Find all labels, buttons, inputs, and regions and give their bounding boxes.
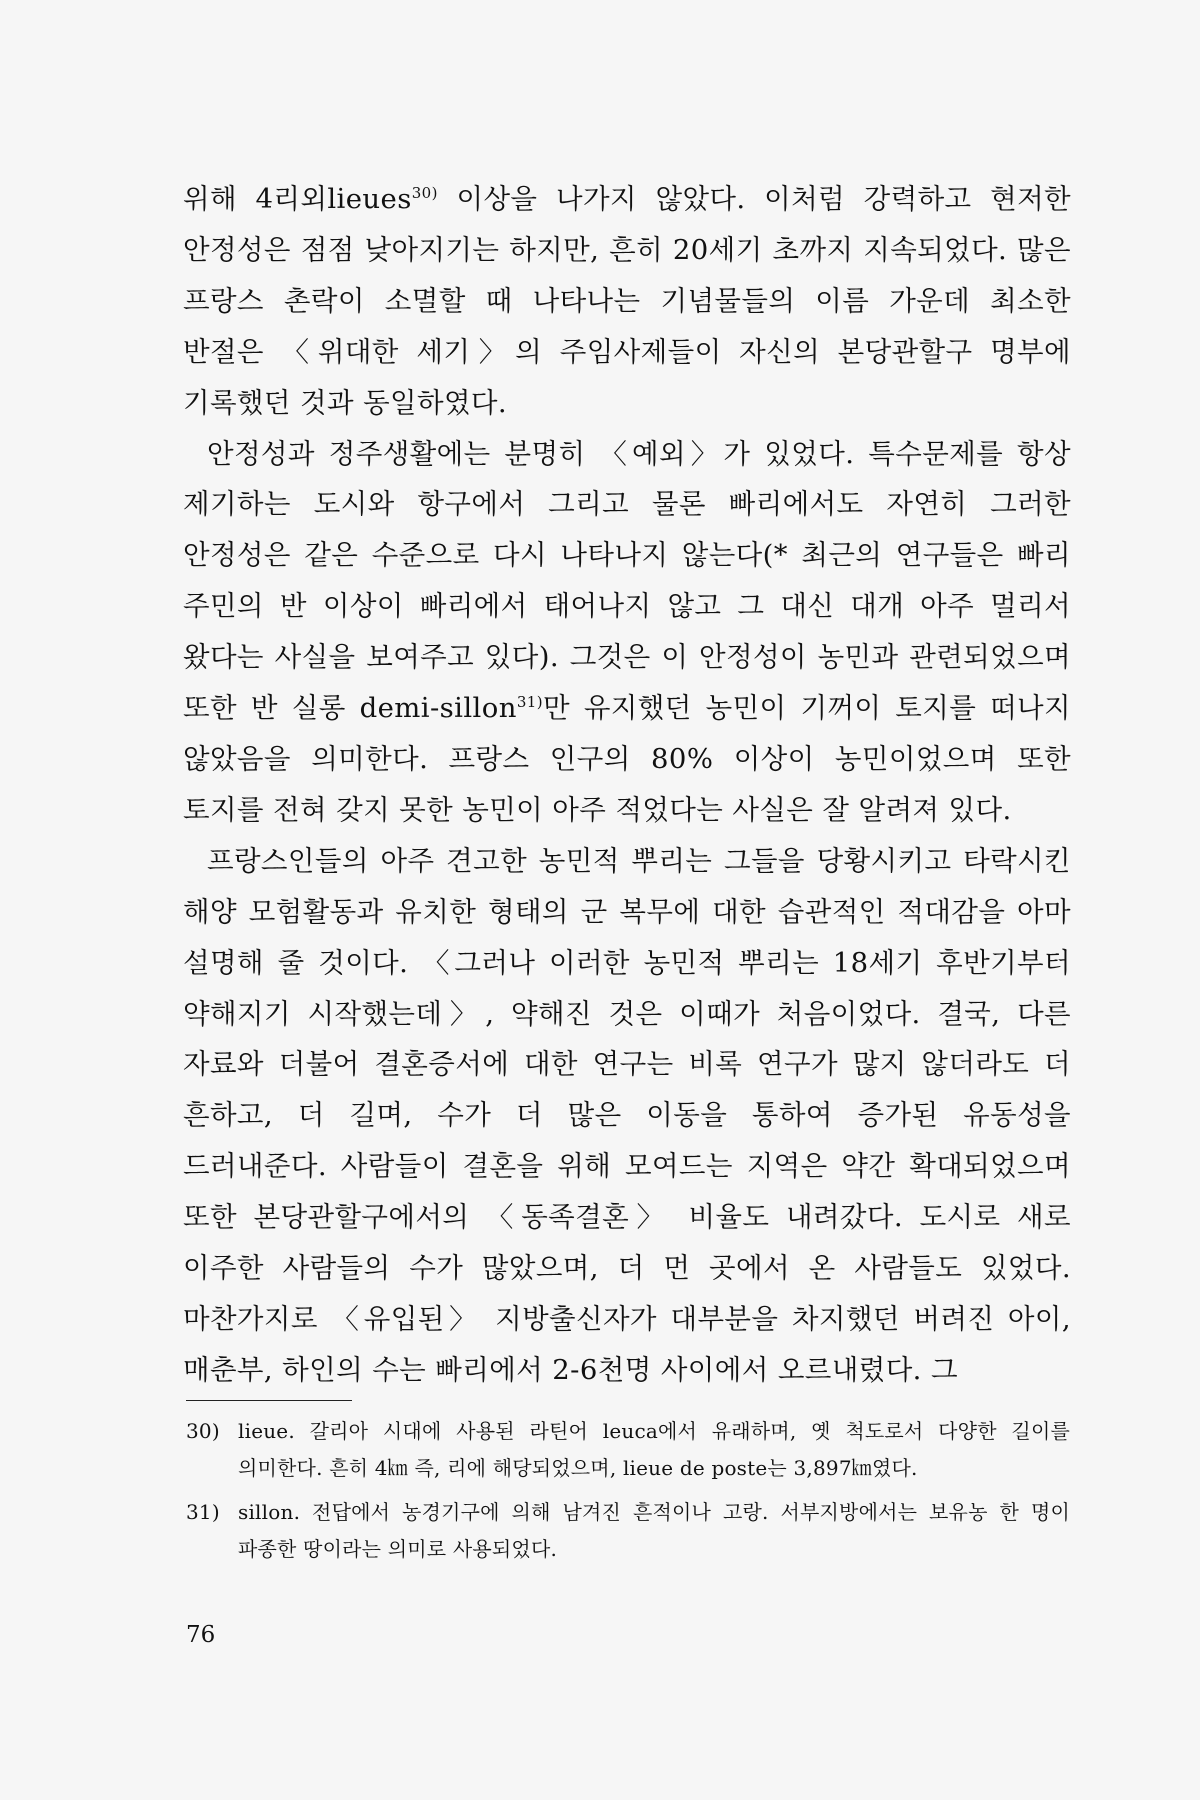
footnote-text: sillon. 전답에서 농경기구에 의해 남겨진 흔적이나 고랑. 서부지방에서는 보유농 한 명이 파종한 땅이라는 의미로 사용되었다. xyxy=(238,1500,1070,1561)
footnote-separator xyxy=(186,1400,352,1401)
footnote-30 xyxy=(186,1413,1070,1486)
body-text xyxy=(183,174,1071,1396)
footnote-number: 30) xyxy=(186,1419,220,1443)
paragraph-2 xyxy=(183,429,1071,836)
paragraph-1-text-b: 이상을 나가지 않았다. 이처럼 강력하고 현저한 안정성은 점점 낮아지기는 하지만, 흔히 20세기 초까지 지속되었다. 많은 프랑스 촌락이 소멸할 때 나타나는 기념물들의 이름 가운데 최소한 반절은 〈위대한 세기〉의 주임사제들이 자신의 본당관할구 명부에 기록했던 것과 동일하였다. xyxy=(183,183,1071,419)
footnote-ref-31: 31) xyxy=(516,693,543,712)
paragraph-2-text-a: 안정성과 정주생활에는 분명히 〈예외〉가 있었다. 특수문제를 항상 제기하는 도시와 항구에서 그리고 물론 빠리에서도 자연히 그러한 안정성은 같은 수준으로 다시 나타나지 않는다(* 최근의 연구들은 빠리 주민의 반 이상이 빠리에서 태어나지 않고 그 대신 대개 아주 멀리서 왔다는 사실을 보여주고 있다). 그것은 이 안정성이 농민과 관련되었으며 또한 반 실롱 demi-sillon xyxy=(183,437,1071,725)
paragraph-2-text-b: 만 유지했던 농민이 기꺼이 토지를 떠나지 않았음을 의미한다. 프랑스 인구의 80% 이상이 농민이었으며 또한 토지를 전혀 갖지 못한 농민이 아주 적었다는 사실은 잘 알려져 있다. xyxy=(183,692,1071,826)
paragraph-1 xyxy=(183,174,1071,429)
page-number: 76 xyxy=(186,1622,216,1648)
footnote-31 xyxy=(186,1494,1070,1567)
paragraph-1-text-a: 위해 4리외lieues xyxy=(183,183,412,215)
paragraph-3: 프랑스인들의 아주 견고한 농민적 뿌리는 그들을 당황시키고 타락시킨 해양 모험활동과 유치한 형태의 군 복무에 대한 습관적인 적대감을 아마 설명해 줄 것이다. 〈그러나 이러한 농민적 뿌리는 18세기 후반기부터 약해지기 시작했는데〉, 약해진 것은 이때가 처음이었다. 결국, 다른 자료와 더불어 결혼증서에 대한 연구는 비록 연구가 많지 않더라도 더 흔하고, 더 길며, 수가 더 많은 이동을 통하여 증가된 유동성을 드러내준다. 사람들이 결혼을 위해 모여드는 지역은 약간 확대되었으며 또한 본당관할구에서의 〈동족결혼〉 비율도 내려갔다. 도시로 새로 이주한 사람들의 수가 많았으며, 더 먼 곳에서 온 사람들도 있었다. 마찬가지로 〈유입된〉 지방출신자가 대부분을 차지했던 버려진 아이, 매춘부, 하인의 수는 빠리에서 2-6천명 사이에서 오르내렸다. 그 xyxy=(183,844,1071,1386)
footnote-text: lieue. 갈리아 시대에 사용된 라틴어 leuca에서 유래하며, 옛 척도로서 다양한 길이를 의미한다. 흔히 4㎞ 즉, 리에 해당되었으며, lieue de poste는 3,897㎞였다. xyxy=(238,1419,1070,1480)
footnotes xyxy=(186,1413,1070,1575)
footnote-ref-30: 30) xyxy=(411,184,438,202)
footnote-number: 31) xyxy=(186,1500,220,1524)
